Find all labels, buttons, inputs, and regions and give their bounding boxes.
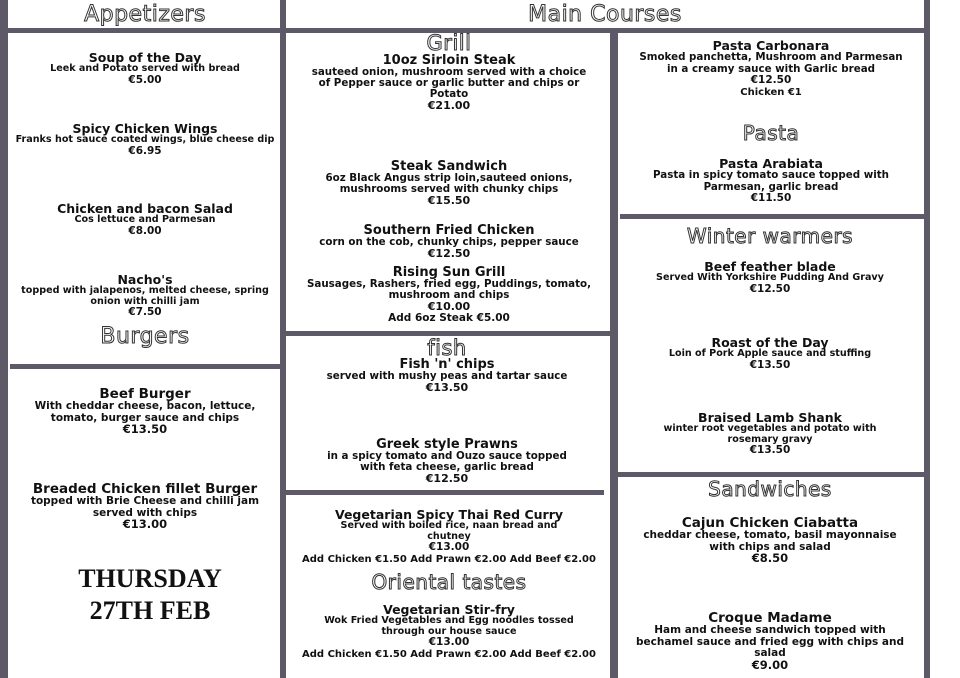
date-line-2: 27TH FEB	[89, 596, 211, 625]
item-description: in a spicy tomato and Ouzo sauce topped with feta cheese, garlic bread	[327, 450, 567, 473]
item-price: €5.00	[128, 73, 162, 86]
menu-item	[10, 482, 280, 531]
item-name: Fish 'n' chips	[399, 357, 495, 372]
item-name: Breaded Chicken fillet Burger	[32, 481, 258, 497]
item-name: Greek style Prawns	[376, 437, 518, 452]
item-name: Pasta Carbonara	[712, 38, 830, 53]
divider	[0, 0, 8, 678]
item-price: €15.50	[427, 194, 471, 207]
item-description: cheddar cheese, tomato, basil mayonnaise with chips and salad	[643, 529, 897, 553]
item-name: Soup of the Day	[88, 50, 202, 65]
item-price: €13.50	[749, 444, 791, 456]
menu-item	[290, 603, 608, 660]
item-name: Pasta Arabiata	[719, 156, 823, 171]
item-description: winter root vegetables and potato with rosemary gravy	[663, 423, 877, 445]
item-price: €21.00	[427, 99, 471, 112]
item-name: Chicken and bacon Salad	[57, 201, 233, 216]
item-description: Wok Fried Vegetables and Egg noodles tossed through our house sauce	[324, 615, 574, 637]
item-name: Braised Lamb Shank	[698, 410, 842, 425]
item-description: Served with boiled rice, naan bread and chutney	[340, 520, 558, 542]
menu-item	[10, 387, 280, 436]
date-line-1: THURSDAY	[78, 564, 222, 593]
item-description: topped with jalapenos, melted cheese, spring onion with chilli jam	[21, 285, 269, 307]
burgers-heading: Burgers	[100, 324, 190, 349]
item-name: 10oz Sirloin Steak	[382, 53, 516, 68]
item-name: Steak Sandwich	[390, 159, 508, 174]
fish-heading: fish	[427, 336, 467, 360]
divider	[924, 0, 930, 678]
item-description: corn on the cob, chunky chips, pepper sauce	[319, 236, 579, 248]
oriental-panel	[290, 495, 608, 678]
item-extra: Chicken €1	[740, 86, 802, 98]
item-description: Sausages, Rashers, fried egg, Puddings, tomato, mushroom and chips	[306, 278, 592, 301]
item-name: Croque Madame	[708, 610, 832, 626]
menu-item	[620, 157, 922, 205]
item-name: Cajun Chicken Ciabatta	[681, 515, 859, 531]
item-description: topped with Brie Cheese and chilli jam served with chips	[30, 495, 260, 519]
item-extra: Add Chicken €1.50 Add Prawn €2.00 Add Beef €2.00	[302, 648, 596, 660]
menu-item	[10, 51, 280, 86]
menu-item	[290, 54, 608, 112]
item-name: Vegetarian Spicy Thai Red Curry	[334, 507, 564, 522]
item-description: Loin of Pork Apple sauce and stuffing	[668, 348, 872, 359]
item-name: Beef feather blade	[704, 259, 836, 274]
fish-panel	[290, 336, 604, 490]
item-extra: Add 6oz Steak €5.00	[388, 311, 510, 324]
menu-item	[290, 224, 608, 260]
sandwiches-heading: Sandwiches	[708, 477, 832, 501]
item-price: €9.00	[751, 657, 789, 672]
item-price: €12.50	[425, 472, 469, 485]
item-description: served with mushy peas and tartar sauce	[326, 370, 568, 382]
item-name: Spicy Chicken Wings	[72, 121, 218, 136]
item-description: 6oz Black Angus strip loin,sauteed onions, mushrooms served with chunky chips	[325, 172, 573, 195]
item-price: €8.00	[128, 224, 162, 237]
item-price: €7.50	[128, 306, 162, 318]
item-price: €10.00	[427, 300, 471, 313]
pasta-panel	[620, 33, 922, 214]
item-description: Franks hot sauce coated wings, blue cheese dip	[15, 134, 275, 145]
divider	[610, 28, 618, 678]
menu-item	[618, 260, 922, 295]
item-description: sauteed onion, mushroom served with a choice of Pepper sauce or garlic butter and chips or Potato	[311, 66, 587, 100]
pasta-heading: Pasta	[742, 121, 800, 145]
item-price: €13.00	[428, 636, 470, 648]
item-price: €13.50	[749, 358, 791, 371]
item-price: €13.00	[122, 517, 168, 531]
winter-warmers-panel	[618, 219, 922, 472]
item-description: Smoked panchetta, Mushroom and Parmesan in a creamy sauce with Garlic bread	[639, 51, 903, 75]
appetizers-heading: Appetizers	[84, 2, 206, 27]
menu-item	[290, 266, 608, 324]
grill-panel	[290, 33, 608, 331]
item-name: Rising Sun Grill	[392, 265, 506, 280]
main-courses-heading: Main Courses	[528, 2, 682, 27]
menu-item	[290, 508, 608, 565]
menu-item	[618, 336, 922, 371]
item-description: Leek and Potato served with bread	[50, 63, 240, 74]
item-price: €12.50	[749, 282, 791, 295]
menu-item	[290, 438, 604, 485]
item-price: €13.00	[428, 541, 470, 553]
item-price: €12.50	[427, 247, 471, 260]
item-price: €13.50	[425, 381, 469, 394]
item-description: With cheddar cheese, bacon, lettuce, tomato, burger sauce and chips	[34, 400, 256, 424]
item-name: Vegetarian Stir-fry	[383, 602, 515, 617]
menu-item	[290, 358, 604, 394]
menu-item	[10, 202, 280, 237]
winter-warmers-heading: Winter warmers	[686, 224, 854, 248]
oriental-heading: Oriental tastes	[371, 570, 527, 594]
item-extra: Add Chicken €1.50 Add Prawn €2.00 Add Beef €2.00	[302, 553, 596, 565]
item-name: Nacho's	[117, 272, 173, 287]
item-name: Beef Burger	[99, 386, 191, 402]
menu-item	[290, 160, 608, 207]
menu-item	[10, 273, 280, 319]
menu-item	[618, 611, 922, 671]
item-price: €6.95	[128, 144, 162, 157]
item-name: Roast of the Day	[711, 335, 829, 350]
menu-item	[618, 516, 922, 565]
item-price: €12.50	[750, 74, 792, 86]
item-price: €11.50	[750, 192, 792, 204]
grill-heading: Grill	[426, 31, 472, 55]
menu-item	[10, 122, 280, 157]
menu-item	[618, 411, 922, 457]
item-description: Ham and cheese sandwich topped with bechamel sauce and fried egg with chips and salad	[636, 624, 904, 659]
menu-item	[620, 39, 922, 98]
sandwiches-panel	[618, 477, 922, 678]
item-price: €13.50	[122, 422, 168, 436]
item-name: Southern Fried Chicken	[363, 223, 535, 238]
item-price: €8.50	[751, 551, 789, 565]
item-description: Cos lettuce and Parmesan	[74, 214, 216, 225]
item-description: Pasta in spicy tomato sauce topped with Parmesan, garlic bread	[653, 169, 889, 193]
item-description: Served With Yorkshire Pudding And Gravy	[656, 272, 884, 283]
